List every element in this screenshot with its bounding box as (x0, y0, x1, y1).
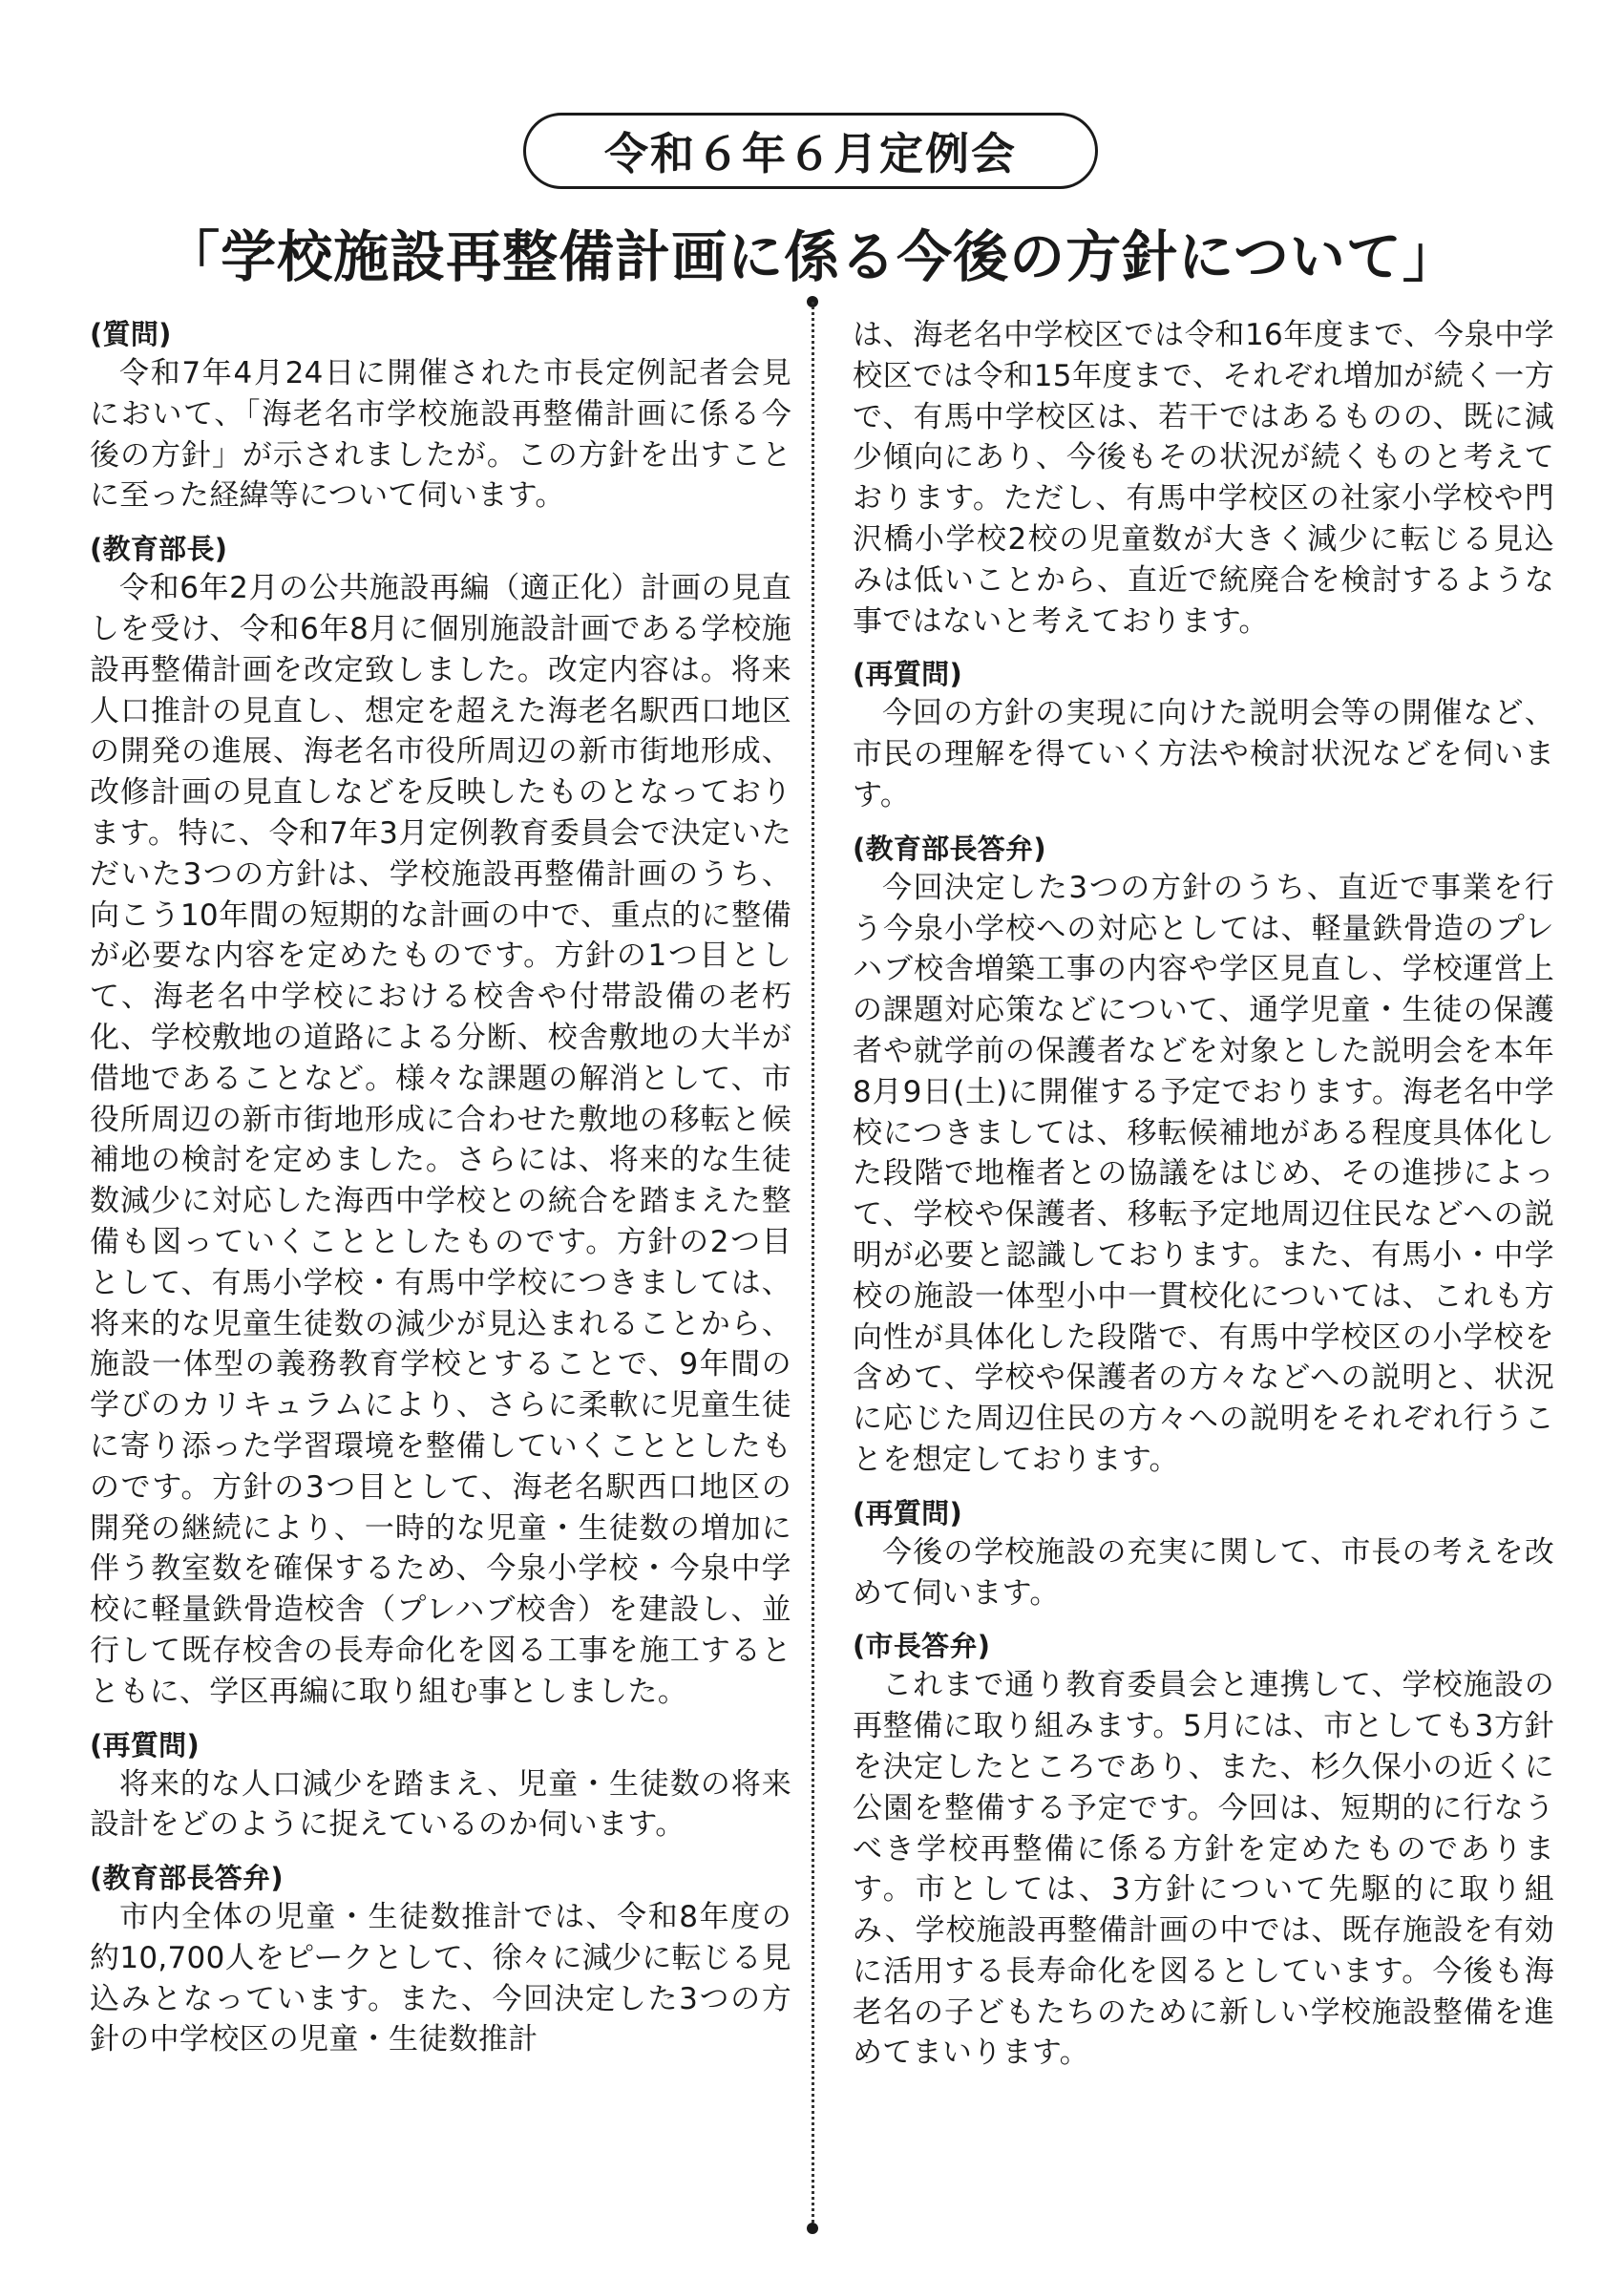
qa-block-answer (853, 830, 1554, 1481)
session-badge: 令和６年６月定例会 (523, 113, 1098, 189)
speaker-label: (質問) (90, 318, 172, 350)
column-divider (812, 302, 814, 2223)
qa-block-answer (90, 1859, 791, 2060)
qa-text: 令和7年4月24日に開催された市長定例記者会見において、「海老名市学校施設再整備計画に係る今後の方針」が示されましたが。この方針を出すことに至った経緯等について伺います。 (90, 356, 791, 514)
qa-block-answer (853, 1627, 1554, 2074)
qa-block-question (853, 655, 1554, 815)
qa-text: 今回決定した3つの方針のうち、直近で事業を行う今泉小学校への対応としては、軽量鉄骨造のプレハブ校舎増築工事の内容や学区見直し、学校運営上の課題対応策などについて、通学児童・生徒の保護者や就学前の保護者などを対象とした説明会を本年8月9日(土)に開催する予定でおります。海老名中学校につきましては、移転候補地がある程度具体化した段階で地権者との協議をはじめ、その進捗によって、学校や保護者、移転予定地周辺住民などへの説明が必要と認識しております。また、有馬小・中学校の施設一体型小中一貫校化については、これも方向性が具体化した段階で、有馬中学校区の小学校を含めて、学校や保護者の方々などへの説明と、状況に応じた周辺住民の方々への説明をそれぞれ行うことを想定しております。 (853, 870, 1554, 1477)
right-column (853, 315, 1554, 2087)
qa-text: 令和6年2月の公共施設再編（適正化）計画の見直しを受け、令和6年8月に個別施設計画である学校施設再整備計画を改定致しました。改定内容は。将来人口推計の見直し、想定を超えた海老名駅西口地区の開発の進展、海老名市役所周辺の新市街地形成、改修計画の見直しなどを反映したものとなっております。特に、令和7年3月定例教育委員会で決定いただいた3つの方針は、学校施設再整備計画のうち、向こう10年間の短期的な計画の中で、重点的に整備が必要な内容を定めたものです。方針の1つ目として、海老名中学校における校舎や付帯設備の老朽化、学校敷地の道路による分断、校舎敷地の大半が借地であることなど。様々な課題の解消として、市役所周辺の新市街地形成に合わせた敷地の移転と候補地の検討を定めました。さらには、将来的な生徒数減少に対応した海西中学校との統合を踏まえた整備も図っていくこととしたものです。方針の2つ目として、有馬小学校・有馬中学校につきましては、将来的な児童生徒数の減少が見込まれることから、施設一体型の義務教育学校とすることで、9年間の学びのカリキュラムにより、さらに柔軟に児童生徒に寄り添った学習環境を整備していくこととしたものです。方針の3つ目として、海老名駅西口地区の開発の継続により、一時的な児童・生徒数の増加に伴う教室数を確保するため、今泉小学校・今泉中学校に軽量鉄骨造校舎（プレハブ校舎）を建設し、並行して既存校舎の長寿命化を図る工事を施工するとともに、学区再編に取り組む事としました。 (90, 571, 791, 1709)
speaker-label: (市長答弁) (853, 1630, 991, 1663)
speaker-label: (再質問) (853, 658, 963, 691)
divider-bottom-dot (807, 2223, 818, 2234)
qa-text: これまで通り教育委員会と連携して、学校施設の再整備に取り組みます。5月には、市としても3方針を決定したところであり、また、杉久保小の近くに公園を整備する予定です。今回は、短期的に行なうべき学校再整備に係る方針を定めたものであります。市としては、3方針について先駆的に取り組み、学校施設再整備計画の中では、既存施設を有効に活用する長寿命化を図るとしています。今後も海老名の子どもたちのために新しい学校施設整備を進めてまいります。 (853, 1668, 1554, 2071)
qa-block-question (90, 1726, 791, 1846)
qa-text: 今後の学校施設の充実に関して、市長の考えを改めて伺います。 (853, 1534, 1554, 1611)
speaker-label: (教育部長) (90, 533, 228, 566)
qa-text-continued: は、海老名中学校区では令和16年度まで、今泉中学校区では令和15年度まで、それぞれ増加が続く一方で、有馬中学校区は、若干ではあるものの、既に減少傾向にあり、今後もその状況が続くものと考えております。ただし、有馬中学校区の社家小学校や門沢橋小学校2校の児童数が大きく減少に転じる見込みは低いことから、直近で統廃合を検討するような事ではないと考えております。 (853, 318, 1554, 639)
qa-text: 市内全体の児童・生徒数推計では、令和8年度の約10,700人をピークとして、徐々に減少に転じる見込みとなっています。また、今回決定した3つの方針の中学校区の児童・生徒数推計 (90, 1900, 791, 2057)
speaker-label: (教育部長答弁) (90, 1862, 284, 1895)
qa-text: 今回の方針の実現に向けた説明会等の開催など、市民の理解を得ていく方法や検討状況などを伺います。 (853, 696, 1554, 812)
qa-block-answer (90, 530, 791, 1712)
qa-block-answer-continued (853, 315, 1554, 642)
left-column (90, 315, 791, 2074)
page-title: 「学校施設再整備計画に係る今後の方針について」 (164, 224, 1459, 289)
speaker-label: (再質問) (90, 1728, 200, 1761)
speaker-label: (教育部長答弁) (853, 832, 1046, 865)
qa-block-question (90, 315, 791, 517)
qa-text: 将来的な人口減少を踏まえ、児童・生徒数の将来設計をどのように捉えているのか伺います。 (90, 1766, 791, 1843)
speaker-label: (再質問) (853, 1496, 963, 1529)
qa-block-question (853, 1494, 1554, 1614)
